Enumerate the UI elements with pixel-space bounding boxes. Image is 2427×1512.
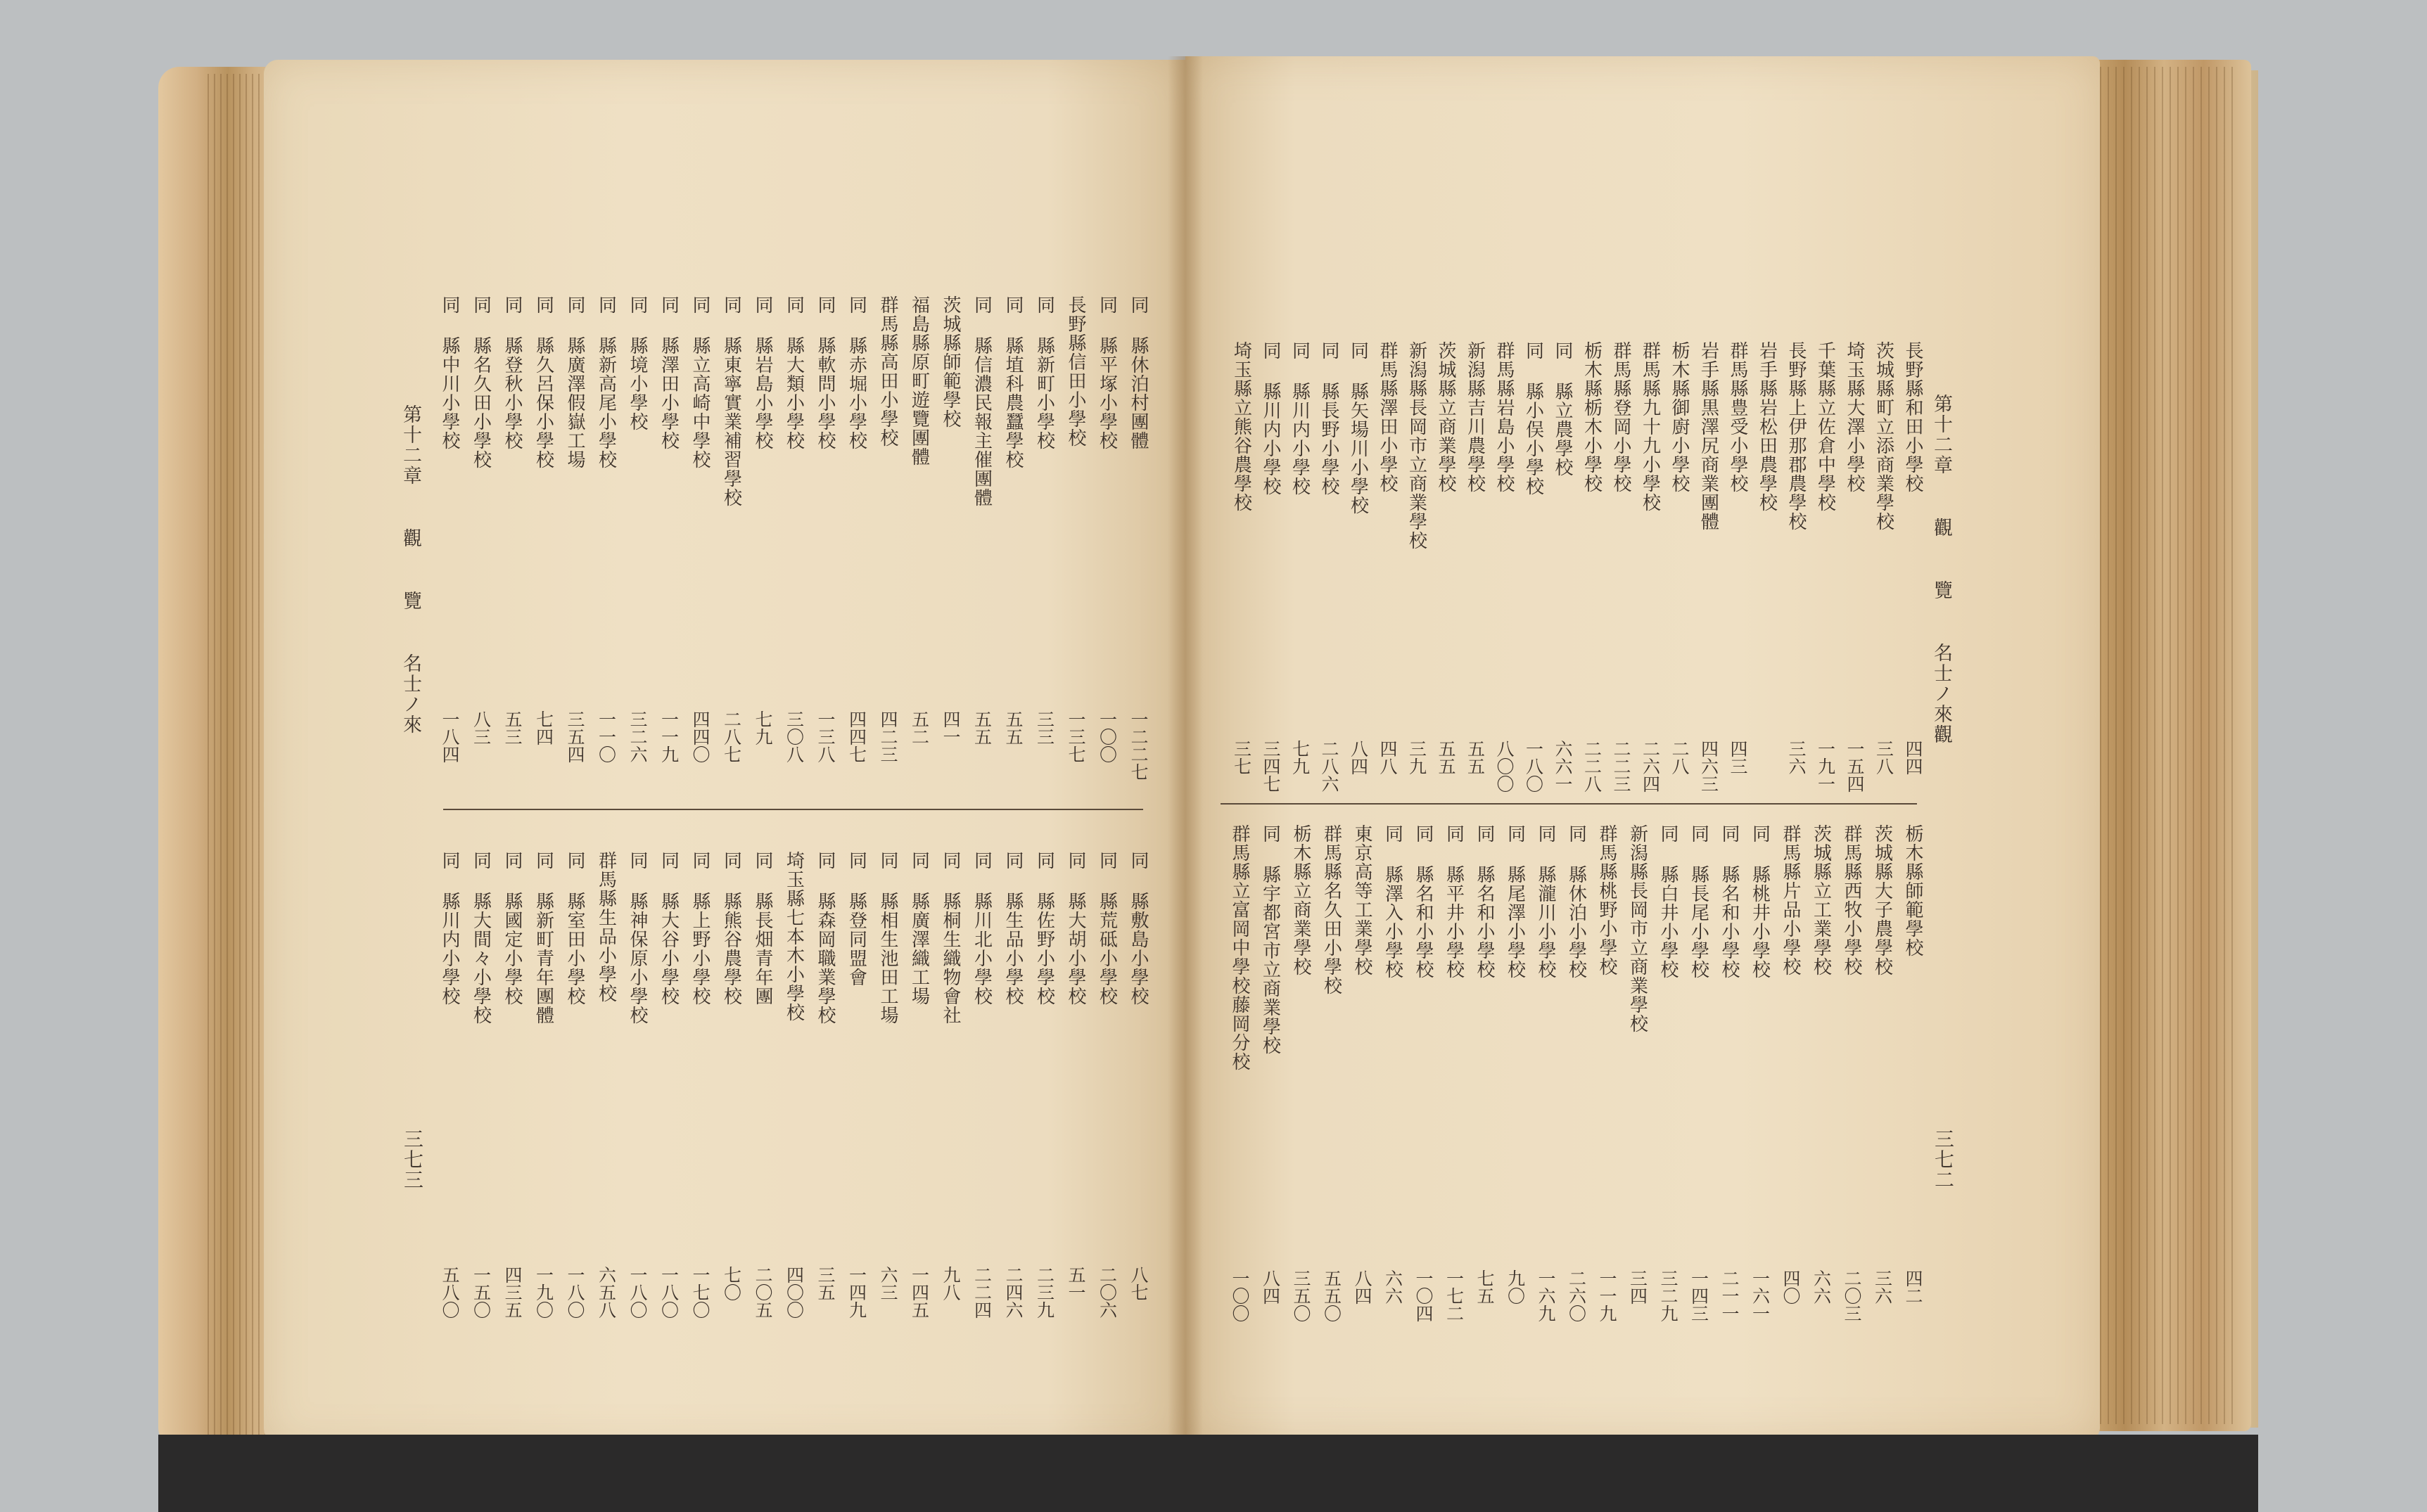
entry-count: 八四 [1348, 740, 1369, 775]
entry-name: 群馬縣九十九小學校 [1639, 341, 1661, 512]
entry-count: 一一九 [1597, 1269, 1617, 1322]
entry-count: 五五 [1436, 740, 1456, 775]
entry-name: 茨城縣町立添商業學校 [1873, 341, 1894, 531]
entry-name: 群馬縣岩島小學校 [1493, 341, 1515, 493]
entry-name: 同 縣立高崎中學校 [689, 295, 711, 469]
entry-name: 同 縣敷島小學校 [1128, 851, 1149, 1006]
entry-count: 三五 [815, 1266, 836, 1301]
entry-name: 群馬縣登岡小學校 [1610, 341, 1631, 493]
entry-count: 一〇四 [1413, 1269, 1434, 1322]
header-section-b: 覽 [400, 591, 421, 611]
header-section-a: 觀 [1930, 518, 1952, 538]
entry-count: 四一 [941, 710, 961, 745]
entry-count: 一九〇 [533, 1266, 554, 1319]
right-page-number: 三七二 [1932, 1129, 1955, 1190]
entry-count: 四四七 [846, 710, 867, 763]
entry-count: 八〇〇 [1494, 740, 1515, 793]
entry-name: 群馬縣名久田小學校 [1320, 824, 1342, 995]
entry-name: 同 縣新町小學校 [1033, 295, 1055, 450]
entry-name: 同 縣平塚小學校 [1096, 295, 1118, 450]
entry-count: 一三七 [1066, 710, 1086, 763]
entry-count: 一六一 [1750, 1269, 1771, 1322]
entry-name: 同 縣矢場川小學校 [1347, 341, 1369, 515]
book-gutter [1168, 56, 1203, 1452]
entry-count: 三八 [1873, 740, 1894, 775]
entry-name: 同 縣長野小學校 [1318, 341, 1339, 496]
entry-name: 同 縣小俣小學校 [1522, 341, 1544, 496]
entry-name: 同 縣大間々小學校 [470, 851, 492, 1025]
entry-name: 同 縣荒砥小學校 [1096, 851, 1118, 1006]
entry-name: 新潟縣長岡市立商業學校 [1626, 824, 1648, 1033]
entry-count: 一六九 [1536, 1269, 1556, 1322]
entry-count: 六三 [878, 1266, 898, 1301]
entry-name: 同 縣休泊小學校 [1565, 824, 1587, 979]
entry-name: 群馬縣澤田小學校 [1377, 341, 1398, 493]
entry-count: 一四九 [846, 1266, 867, 1319]
entry-count: 五五 [1003, 710, 1024, 745]
entry-name: 群馬縣西牧小學校 [1841, 824, 1862, 976]
entry-name: 群馬縣桃野小學校 [1596, 824, 1617, 976]
entry-name: 同 縣名和小學校 [1474, 824, 1495, 979]
entry-name: 同 縣森岡職業學校 [815, 851, 836, 1025]
entry-name: 同 縣宇都宮市立商業學校 [1259, 824, 1281, 1055]
entry-count: 一五四 [1845, 740, 1865, 793]
entry-count: 一四三 [1688, 1269, 1709, 1322]
entry-count: 八三 [471, 710, 492, 745]
left-page-number: 三七三 [401, 1129, 424, 1190]
entry-name: 福島縣原町遊覽團體 [908, 295, 930, 466]
entry-name: 茨城縣立商業學校 [1435, 341, 1456, 493]
entry-count: 三二六 [628, 710, 648, 763]
entry-count: 一八四 [440, 710, 460, 763]
entry-count: 五一 [1066, 1266, 1086, 1301]
entry-count: 三〇八 [784, 710, 805, 763]
entry-name: 群馬縣高田小學校 [877, 295, 898, 447]
entry-name: 同 縣佐野小學校 [1033, 851, 1055, 1006]
entry-name: 同 縣桐生織物會社 [940, 851, 961, 1025]
entry-name: 同 縣大谷小學校 [658, 851, 680, 1006]
entry-name: 栃木縣師範學校 [1902, 824, 1923, 957]
entry-name: 同 縣熊谷農學校 [720, 851, 742, 1006]
entry-name: 同 縣瀧川小學校 [1535, 824, 1556, 979]
entry-name: 長野縣信田小學校 [1065, 295, 1086, 447]
entry-name: 埼玉縣大澤小學校 [1844, 341, 1865, 493]
header-section-c: 名士ノ來觀 [1930, 643, 1952, 745]
entry-count: 七九 [753, 710, 773, 745]
entry-count: 一〇〇 [1097, 710, 1118, 763]
entry-name: 長野縣上伊那郡農學校 [1785, 341, 1807, 531]
entry-count: 一一九 [658, 710, 680, 763]
entry-count: 四二三 [878, 710, 898, 763]
entry-count: 一二二七 [1128, 710, 1149, 781]
entry-count: 二一一 [1719, 1269, 1740, 1322]
entry-name: 同 縣境小學校 [627, 295, 648, 431]
entry-count: 八四 [1352, 1269, 1372, 1305]
entry-count: 四三五 [502, 1266, 523, 1319]
entry-name: 同 縣國定小學校 [502, 851, 523, 1006]
entry-name: 埼玉縣七本木小學校 [783, 851, 805, 1022]
entry-count: 二八七 [721, 710, 742, 763]
entry-count: 二〇三 [1842, 1269, 1862, 1322]
entry-name: 同 縣川内小學校 [439, 851, 460, 1006]
entry-name: 同 縣信濃民報主催團體 [971, 295, 993, 507]
right-running-header [1932, 394, 1951, 745]
entry-count: 三二九 [1658, 1269, 1678, 1322]
entry-name: 同 縣名和小學校 [1719, 824, 1740, 979]
entry-name: 同 縣澤田小學校 [658, 295, 680, 450]
entry-count: 四三 [1728, 740, 1748, 775]
entry-count: 六五八 [596, 1266, 617, 1319]
entry-count: 一八〇 [628, 1266, 648, 1319]
entry-count: 一一〇 [596, 710, 617, 763]
entry-count: 一八〇 [658, 1266, 680, 1319]
entry-count: 七五 [1474, 1269, 1495, 1305]
entry-count: 五八〇 [440, 1266, 460, 1319]
entry-count: 一三八 [815, 710, 836, 763]
entry-name: 同 縣大類小學校 [783, 295, 805, 450]
entry-count: 二二三 [1611, 740, 1631, 793]
entry-count: 二〇五 [753, 1266, 773, 1319]
entry-count: 三五〇 [1291, 1269, 1311, 1322]
entry-count: 九〇 [1505, 1269, 1526, 1305]
entry-count: 四〇〇 [784, 1266, 805, 1319]
entry-name: 同 縣休泊村團體 [1128, 295, 1149, 450]
header-section-c: 名士ノ來 [400, 653, 421, 735]
entry-count: 四八 [1377, 740, 1398, 775]
entry-name: 栃木縣栃木小學校 [1581, 341, 1603, 493]
entry-name: 同 縣中川小學校 [439, 295, 460, 450]
entry-name: 群馬縣豊受小學校 [1727, 341, 1748, 493]
entry-count: 二八 [1669, 740, 1690, 775]
entry-count: 一四五 [909, 1266, 930, 1319]
entry-count: 五五〇 [1321, 1269, 1342, 1322]
entry-count: 二六四 [1640, 740, 1661, 793]
header-section-b: 覽 [1930, 580, 1952, 601]
entry-name: 同 縣長尾小學校 [1688, 824, 1709, 979]
entry-name: 同 縣川北小學校 [971, 851, 993, 1006]
entry-count: 三六 [1786, 740, 1807, 775]
entry-name: 同 縣久呂保小學校 [533, 295, 554, 469]
entry-count: 一五〇 [471, 1266, 492, 1319]
entry-name: 同 縣平井小學校 [1443, 824, 1465, 979]
entry-name: 同 縣長畑青年團 [752, 851, 773, 1006]
entry-name: 同 縣赤堀小學校 [846, 295, 867, 450]
entry-name: 長野縣和田小學校 [1902, 341, 1923, 493]
entry-count: 四二 [1903, 1269, 1923, 1305]
entry-count: 五五 [1465, 740, 1486, 775]
entry-name: 同 縣立農學校 [1552, 341, 1573, 477]
header-chapter: 第十二章 [400, 404, 421, 486]
right-page-divider [1221, 803, 1917, 805]
entry-name: 茨城縣立工業學校 [1810, 824, 1832, 976]
entry-name: 同 縣川内小學校 [1289, 341, 1311, 496]
entry-name: 東京高等工業學校 [1351, 824, 1372, 976]
left-page-divider [443, 809, 1143, 810]
entry-count: 二二八 [1581, 740, 1603, 793]
entry-count: 五二 [909, 710, 930, 745]
entry-name: 同 縣新高尾小學校 [595, 295, 617, 469]
entry-name: 同 縣名和小學校 [1413, 824, 1434, 979]
entry-count: 一〇〇 [1230, 1269, 1250, 1322]
entry-name: 同 縣埴科農蠶學校 [1002, 295, 1024, 469]
entry-count: 五五 [972, 710, 993, 745]
entry-count: 一八〇 [565, 1266, 585, 1319]
entry-count: 一七〇 [690, 1266, 711, 1319]
entry-name: 栃木縣御廚小學校 [1669, 341, 1690, 493]
entry-count: 六六 [1382, 1269, 1403, 1305]
entry-count: 二二四 [972, 1266, 993, 1319]
entry-name: 新潟縣吉川農學校 [1464, 341, 1486, 493]
entry-name: 同 縣生品小學校 [1002, 851, 1024, 1006]
entry-name: 岩手縣岩松田農學校 [1756, 341, 1778, 512]
entry-name: 同 縣新町青年團體 [533, 851, 554, 1025]
entry-count: 八七 [1128, 1266, 1149, 1301]
entry-name: 新潟縣長岡市立商業學校 [1406, 341, 1427, 550]
entry-name: 群馬縣立富岡中學校藤岡分校 [1229, 824, 1250, 1071]
entry-count: 一八〇 [1523, 740, 1544, 793]
entry-count: 九八 [941, 1266, 961, 1301]
entry-count: 一七二 [1444, 1269, 1465, 1322]
entry-name: 同 縣上野小學校 [689, 851, 711, 1006]
entry-count: 七〇 [721, 1266, 742, 1301]
entry-name: 同 縣桃井小學校 [1749, 824, 1771, 979]
entry-name: 茨城縣師範學校 [940, 295, 961, 428]
entry-name: 群馬縣片品小學校 [1780, 824, 1801, 976]
entry-name: 同 縣大胡小學校 [1065, 851, 1086, 1006]
entry-name: 同 縣川内小學校 [1260, 341, 1281, 496]
entry-count: 二四六 [1003, 1266, 1024, 1319]
entry-name: 同 縣登秋小學校 [502, 295, 523, 450]
entry-name: 茨城縣大子農學校 [1871, 824, 1893, 976]
entry-name: 岩手縣黒澤尻商業團體 [1697, 341, 1719, 531]
entry-name: 同 縣神保原小學校 [627, 851, 648, 1025]
entry-name: 同 縣登同盟會 [846, 851, 867, 987]
entry-count: 四四〇 [690, 710, 711, 763]
entry-name: 同 縣澤入小學校 [1382, 824, 1403, 979]
entry-name: 埼玉縣立熊谷農學校 [1230, 341, 1252, 512]
entry-count: 三六 [1872, 1269, 1893, 1305]
entry-count: 一九一 [1815, 740, 1836, 793]
entry-count: 二八六 [1319, 740, 1339, 793]
entry-name: 同 縣岩島小學校 [752, 295, 773, 450]
entry-name: 同 縣尾澤小學校 [1504, 824, 1526, 979]
entry-count: 七四 [533, 710, 554, 745]
entry-count: 六六一 [1553, 740, 1573, 793]
entry-count: 三四 [1627, 1269, 1648, 1305]
left-running-header [401, 404, 420, 735]
header-section-a: 觀 [400, 528, 421, 549]
entry-count: 二三九 [1034, 1266, 1055, 1319]
entry-name: 同 縣室田小學校 [564, 851, 585, 1006]
entry-name: 同 縣名久田小學校 [470, 295, 492, 469]
entry-count: 三九 [1406, 740, 1427, 775]
entry-name: 栃木縣立商業學校 [1290, 824, 1311, 976]
entry-count: 三三 [1034, 710, 1055, 745]
entry-name: 群馬縣生品小學校 [595, 851, 617, 1003]
entry-count: 七九 [1289, 740, 1311, 775]
entry-count: 四〇 [1781, 1269, 1801, 1305]
book-page-edges-right [2093, 60, 2251, 1431]
entry-name: 同 縣廣澤織工場 [908, 851, 930, 1006]
entry-count: 四六三 [1698, 740, 1719, 793]
entry-count: 二〇六 [1097, 1266, 1118, 1319]
entry-name: 同 縣相生池田工場 [877, 851, 898, 1025]
entry-count: 五三 [502, 710, 523, 745]
header-chapter: 第十二章 [1930, 394, 1952, 475]
entry-count: 六六 [1811, 1269, 1832, 1305]
entry-count: 八四 [1260, 1269, 1281, 1305]
entry-name: 同 縣軟問小學校 [815, 295, 836, 450]
entry-count: 四四 [1903, 740, 1923, 775]
table-shadow [158, 1435, 2258, 1512]
entry-count: 三五四 [565, 710, 585, 763]
entry-count: 三四七 [1261, 740, 1281, 793]
entry-name: 同 縣廣澤假嶽工場 [564, 295, 585, 469]
entry-count: 二六〇 [1566, 1269, 1587, 1322]
entry-count: 三七 [1231, 740, 1252, 775]
entry-name: 同 縣東寧實業補習學校 [720, 295, 742, 507]
entry-name: 千葉縣立佐倉中學校 [1814, 341, 1836, 512]
entry-name: 同 縣白井小學校 [1657, 824, 1678, 979]
